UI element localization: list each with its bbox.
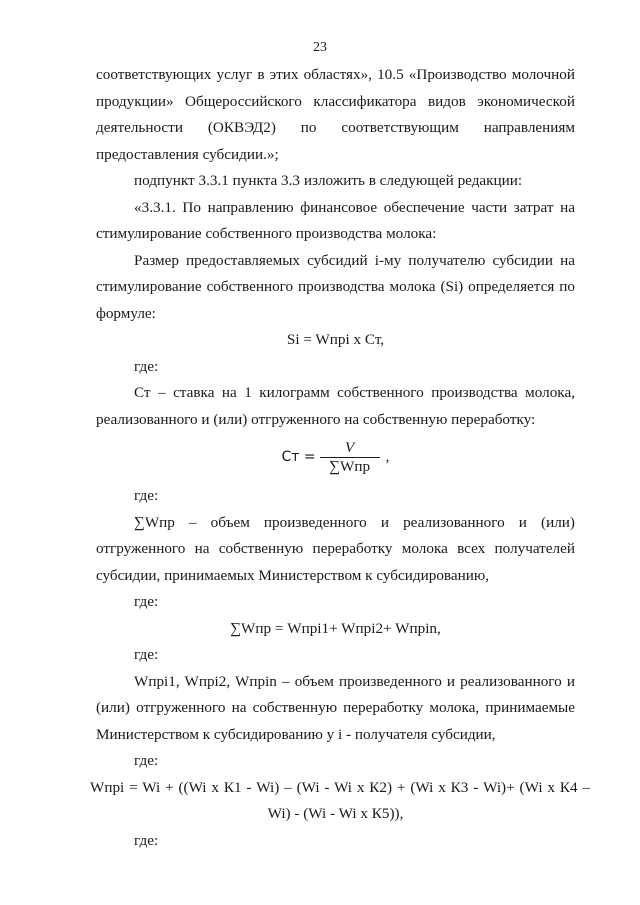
paragraph-1-line-3: деятельности (ОКВЭД2) по соответствующим направлениям: [96, 119, 575, 136]
paragraph-7-line-2: (или) отгруженного на собственную переработку молока, принимаемые: [96, 699, 575, 716]
where-label-5: где:: [134, 752, 159, 769]
paragraph-6-line-3: субсидии, принимаемых Министерством к субсидированию,: [96, 566, 490, 584]
paragraph-7-line-3: Министерством к субсидированию у i - получателя субсидии,: [96, 725, 496, 743]
formula-sum: ∑Wпр = Wпрi1+ Wпрi2+ Wпрin,: [230, 619, 441, 637]
formula-rate-fraction: [320, 439, 380, 476]
paragraph-6-line-1: ∑Wпр – объем произведенного и реализованного и (или): [134, 513, 575, 531]
paragraph-3-line-2: стимулирование собственного производства молока:: [96, 225, 437, 242]
paragraph-6-line-2: отгруженного на собственную переработку молока всех получателей: [96, 540, 575, 557]
paragraph-1-line-2: продукции» Общероссийского классификатора видов экономической: [96, 92, 575, 110]
paragraph-1-line-1: соответствующих услуг в этих областях», 10.5 «Производство молочной: [96, 66, 575, 83]
where-label-1: где:: [134, 357, 159, 375]
formula-rate-denominator: ∑Wпр: [329, 457, 371, 475]
paragraph-5-line-2: реализованного и (или) отгруженного на собственную переработку:: [96, 410, 536, 428]
paragraph-4-line-3: формуле:: [96, 304, 156, 322]
where-label-2: где:: [134, 487, 159, 504]
where-label-3: где:: [134, 593, 159, 610]
paragraph-7-line-1: Wпрi1, Wпрi2, Wпрin – объем произведенного и реализованного и: [134, 672, 575, 690]
formula-rate: [96, 435, 575, 479]
formula-wpri-line-2: Wi) - (Wi - Wi х К5)),: [267, 805, 404, 822]
page-number: 23: [313, 40, 327, 55]
formula-rate-numerator: V: [345, 438, 355, 456]
paragraph-4-line-1: Размер предоставляемых субсидий i-му получателю субсидии на: [134, 251, 575, 269]
paragraph-5-line-1: Ст – ставка на 1 килограмм собственного производства молока,: [134, 384, 575, 401]
document-body: [90, 62, 590, 854]
paragraph-1-line-4: предоставления субсидии.»;: [96, 145, 279, 163]
where-label-6: где:: [134, 831, 159, 849]
paragraph-4-line-2: стимулирование собственного производства молока (Si) определяется по: [96, 278, 575, 295]
formula-si: Si = Wпрi х Ст,: [286, 331, 385, 348]
paragraph-3-line-1: «3.3.1. По направлению финансовое обеспечение части затрат на: [134, 198, 575, 216]
formula-rate-tail: ,: [385, 447, 390, 465]
paragraph-2: подпункт 3.3.1 пункта 3.3 изложить в следующей редакции:: [134, 172, 523, 189]
formula-wpri-line-1: Wпрi = Wi + ((Wi х К1 - Wi) – (Wi - Wi х К2) + (Wi х К3 - Wi)+ (Wi х К4 –: [90, 778, 590, 796]
where-label-4: где:: [134, 646, 159, 663]
formula-rate-lhs: Ст =: [281, 448, 316, 465]
